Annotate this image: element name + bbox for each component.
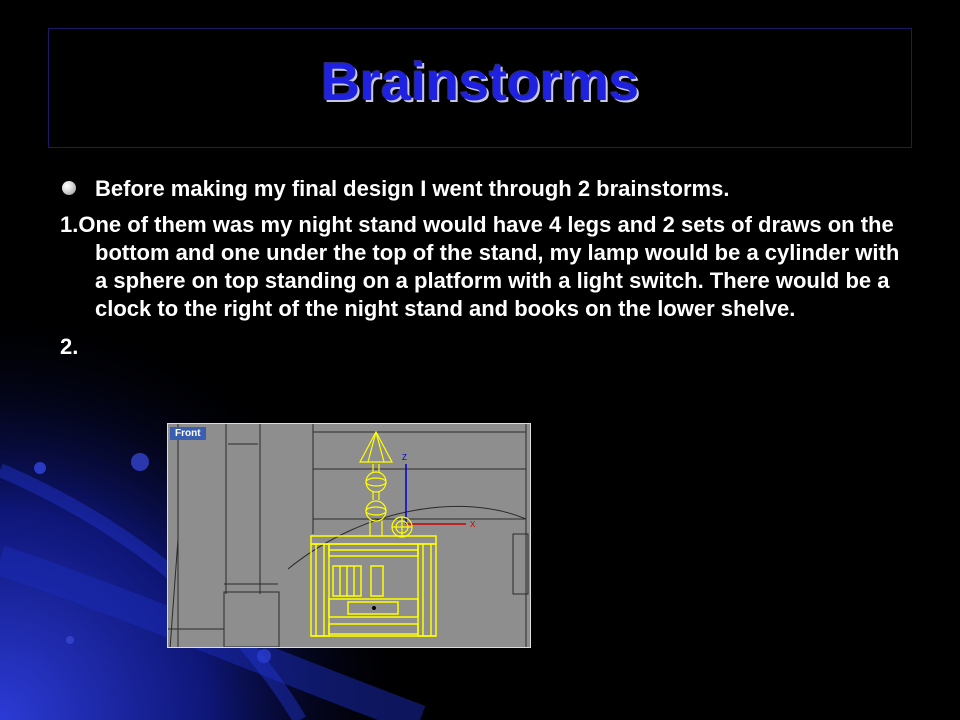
item-number: 2.	[60, 334, 79, 359]
viewport-label: Front	[170, 427, 206, 440]
cad-wireframe-drawing	[168, 424, 531, 648]
numbered-item-2	[60, 333, 910, 361]
clock-wireframe	[392, 517, 412, 537]
bullet-text: Before making my final design I went through 2 brainstorms.	[95, 176, 730, 201]
item-number: 1.	[60, 212, 79, 237]
bullet-item	[60, 175, 910, 203]
item-text: One of them was my night stand would have 4 legs and 2 sets of draws on the bottom and one under the top of the stand, my lamp would be a cylinder with a sphere on top standing on a platform with a light switch. There would be a clock to the right of the night stand and books on the lower shelve.	[78, 212, 900, 321]
title-frame	[48, 28, 912, 148]
axis-z-label: Z	[402, 453, 407, 462]
slide-title: Brainstorms	[320, 52, 640, 112]
slide-body	[60, 175, 910, 371]
cad-front-viewport-image	[167, 423, 531, 648]
numbered-item-1	[60, 211, 910, 323]
bullet-dot-icon	[62, 181, 76, 195]
axis-x-label: X	[470, 520, 476, 529]
